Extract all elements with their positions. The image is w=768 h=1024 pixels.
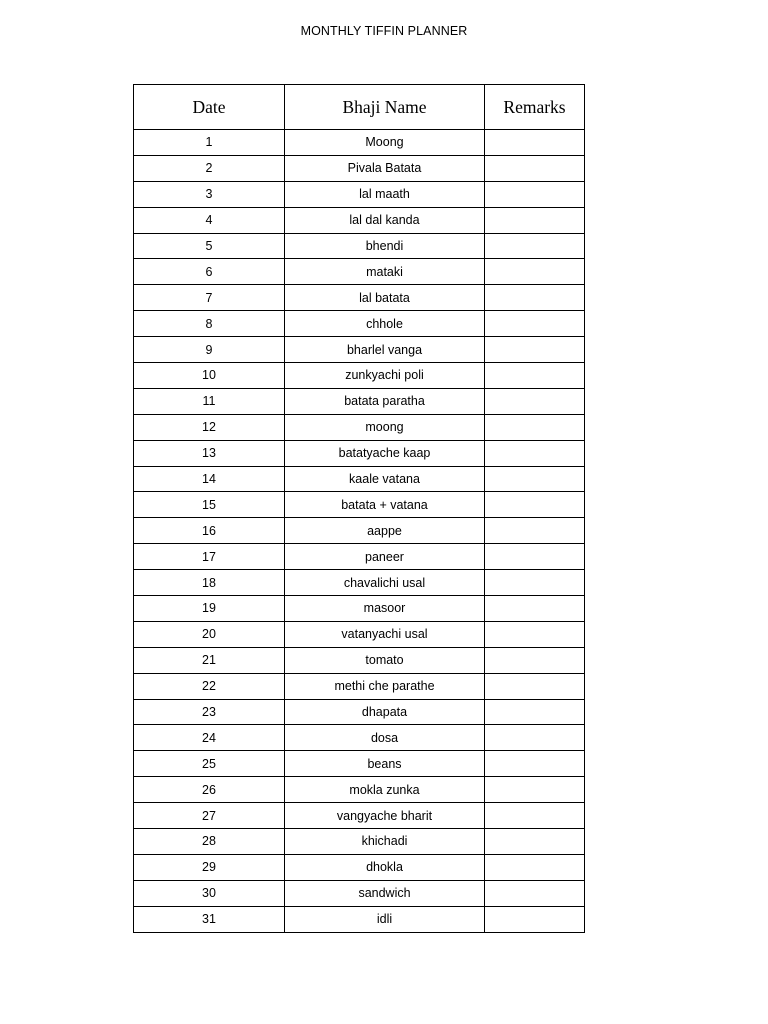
remarks-cell[interactable] <box>485 440 585 466</box>
tiffin-planner-table <box>133 84 585 933</box>
date-cell: 20 <box>134 621 285 647</box>
table-row <box>134 466 585 492</box>
bhaji-name-cell: kaale vatana <box>285 466 485 492</box>
date-cell: 10 <box>134 363 285 389</box>
bhaji-name-cell: batata paratha <box>285 388 485 414</box>
bhaji-name-cell: dhapata <box>285 699 485 725</box>
remarks-cell[interactable] <box>485 233 585 259</box>
table-row <box>134 803 585 829</box>
date-cell: 18 <box>134 570 285 596</box>
table-row <box>134 414 585 440</box>
remarks-cell[interactable] <box>485 414 585 440</box>
table-row <box>134 207 585 233</box>
date-cell: 26 <box>134 777 285 803</box>
table-row <box>134 699 585 725</box>
date-cell: 7 <box>134 285 285 311</box>
remarks-cell[interactable] <box>485 621 585 647</box>
remarks-cell[interactable] <box>485 130 585 156</box>
date-cell: 21 <box>134 647 285 673</box>
date-cell: 6 <box>134 259 285 285</box>
date-cell: 29 <box>134 854 285 880</box>
bhaji-name-cell: Moong <box>285 130 485 156</box>
date-cell: 19 <box>134 596 285 622</box>
table-row <box>134 829 585 855</box>
remarks-cell[interactable] <box>485 181 585 207</box>
table-row <box>134 906 585 932</box>
remarks-cell[interactable] <box>485 518 585 544</box>
bhaji-name-cell: moong <box>285 414 485 440</box>
table-row <box>134 233 585 259</box>
table-row <box>134 337 585 363</box>
bhaji-name-cell: beans <box>285 751 485 777</box>
date-cell: 1 <box>134 130 285 156</box>
bhaji-name-cell: chavalichi usal <box>285 570 485 596</box>
remarks-cell[interactable] <box>485 259 585 285</box>
bhaji-name-cell: masoor <box>285 596 485 622</box>
remarks-cell[interactable] <box>485 777 585 803</box>
bhaji-name-cell: aappe <box>285 518 485 544</box>
date-cell: 13 <box>134 440 285 466</box>
date-cell: 12 <box>134 414 285 440</box>
table-row <box>134 130 585 156</box>
remarks-cell[interactable] <box>485 363 585 389</box>
bhaji-name-cell: idli <box>285 906 485 932</box>
bhaji-name-cell: dosa <box>285 725 485 751</box>
date-cell: 25 <box>134 751 285 777</box>
table-row <box>134 388 585 414</box>
bhaji-name-cell: tomato <box>285 647 485 673</box>
table-row <box>134 854 585 880</box>
bhaji-name-cell: zunkyachi poli <box>285 363 485 389</box>
remarks-cell[interactable] <box>485 155 585 181</box>
remarks-cell[interactable] <box>485 751 585 777</box>
date-cell: 16 <box>134 518 285 544</box>
remarks-cell[interactable] <box>485 725 585 751</box>
date-cell: 24 <box>134 725 285 751</box>
date-cell: 27 <box>134 803 285 829</box>
bhaji-name-cell: sandwich <box>285 880 485 906</box>
table-row <box>134 492 585 518</box>
date-cell: 15 <box>134 492 285 518</box>
table-row <box>134 155 585 181</box>
date-cell: 22 <box>134 673 285 699</box>
table-row <box>134 647 585 673</box>
table-row <box>134 311 585 337</box>
table-row <box>134 440 585 466</box>
table-body <box>134 130 585 933</box>
bhaji-name-cell: lal dal kanda <box>285 207 485 233</box>
remarks-cell[interactable] <box>485 647 585 673</box>
remarks-cell[interactable] <box>485 906 585 932</box>
bhaji-name-cell: batatyache kaap <box>285 440 485 466</box>
date-cell: 17 <box>134 544 285 570</box>
bhaji-name-cell: vatanyachi usal <box>285 621 485 647</box>
bhaji-name-cell: paneer <box>285 544 485 570</box>
date-cell: 9 <box>134 337 285 363</box>
remarks-cell[interactable] <box>485 829 585 855</box>
date-cell: 14 <box>134 466 285 492</box>
remarks-cell[interactable] <box>485 880 585 906</box>
date-cell: 30 <box>134 880 285 906</box>
remarks-cell[interactable] <box>485 570 585 596</box>
bhaji-name-cell: dhokla <box>285 854 485 880</box>
table-row <box>134 751 585 777</box>
table-row <box>134 725 585 751</box>
remarks-cell[interactable] <box>485 492 585 518</box>
table-row <box>134 544 585 570</box>
table-row <box>134 518 585 544</box>
table-row <box>134 285 585 311</box>
remarks-cell[interactable] <box>485 285 585 311</box>
bhaji-name-cell: bhendi <box>285 233 485 259</box>
bhaji-name-cell: lal batata <box>285 285 485 311</box>
table-row <box>134 596 585 622</box>
table-row <box>134 363 585 389</box>
remarks-cell[interactable] <box>485 854 585 880</box>
table-header <box>134 85 585 130</box>
bhaji-name-cell: mataki <box>285 259 485 285</box>
table-row <box>134 259 585 285</box>
date-cell: 31 <box>134 906 285 932</box>
date-cell: 2 <box>134 155 285 181</box>
table-row <box>134 621 585 647</box>
bhaji-name-cell: Pivala Batata <box>285 155 485 181</box>
bhaji-name-cell: mokla zunka <box>285 777 485 803</box>
table-row <box>134 181 585 207</box>
column-header-bhaji-name: Bhaji Name <box>285 85 485 130</box>
column-header-date: Date <box>134 85 285 130</box>
table-row <box>134 777 585 803</box>
date-cell: 11 <box>134 388 285 414</box>
date-cell: 23 <box>134 699 285 725</box>
date-cell: 8 <box>134 311 285 337</box>
bhaji-name-cell: methi che parathe <box>285 673 485 699</box>
bhaji-name-cell: vangyache bharit <box>285 803 485 829</box>
remarks-cell[interactable] <box>485 311 585 337</box>
remarks-cell[interactable] <box>485 673 585 699</box>
remarks-cell[interactable] <box>485 596 585 622</box>
date-cell: 5 <box>134 233 285 259</box>
bhaji-name-cell: khichadi <box>285 829 485 855</box>
column-header-remarks: Remarks <box>485 85 585 130</box>
remarks-cell[interactable] <box>485 803 585 829</box>
bhaji-name-cell: batata + vatana <box>285 492 485 518</box>
bhaji-name-cell: bharlel vanga <box>285 337 485 363</box>
remarks-cell[interactable] <box>485 544 585 570</box>
bhaji-name-cell: lal maath <box>285 181 485 207</box>
page-title: MONTHLY TIFFIN PLANNER <box>300 24 468 38</box>
remarks-cell[interactable] <box>485 388 585 414</box>
header-row <box>134 85 585 130</box>
date-cell: 28 <box>134 829 285 855</box>
date-cell: 3 <box>134 181 285 207</box>
date-cell: 4 <box>134 207 285 233</box>
remarks-cell[interactable] <box>485 337 585 363</box>
remarks-cell[interactable] <box>485 466 585 492</box>
bhaji-name-cell: chhole <box>285 311 485 337</box>
table-row <box>134 673 585 699</box>
table-row <box>134 570 585 596</box>
table-row <box>134 880 585 906</box>
remarks-cell[interactable] <box>485 207 585 233</box>
remarks-cell[interactable] <box>485 699 585 725</box>
